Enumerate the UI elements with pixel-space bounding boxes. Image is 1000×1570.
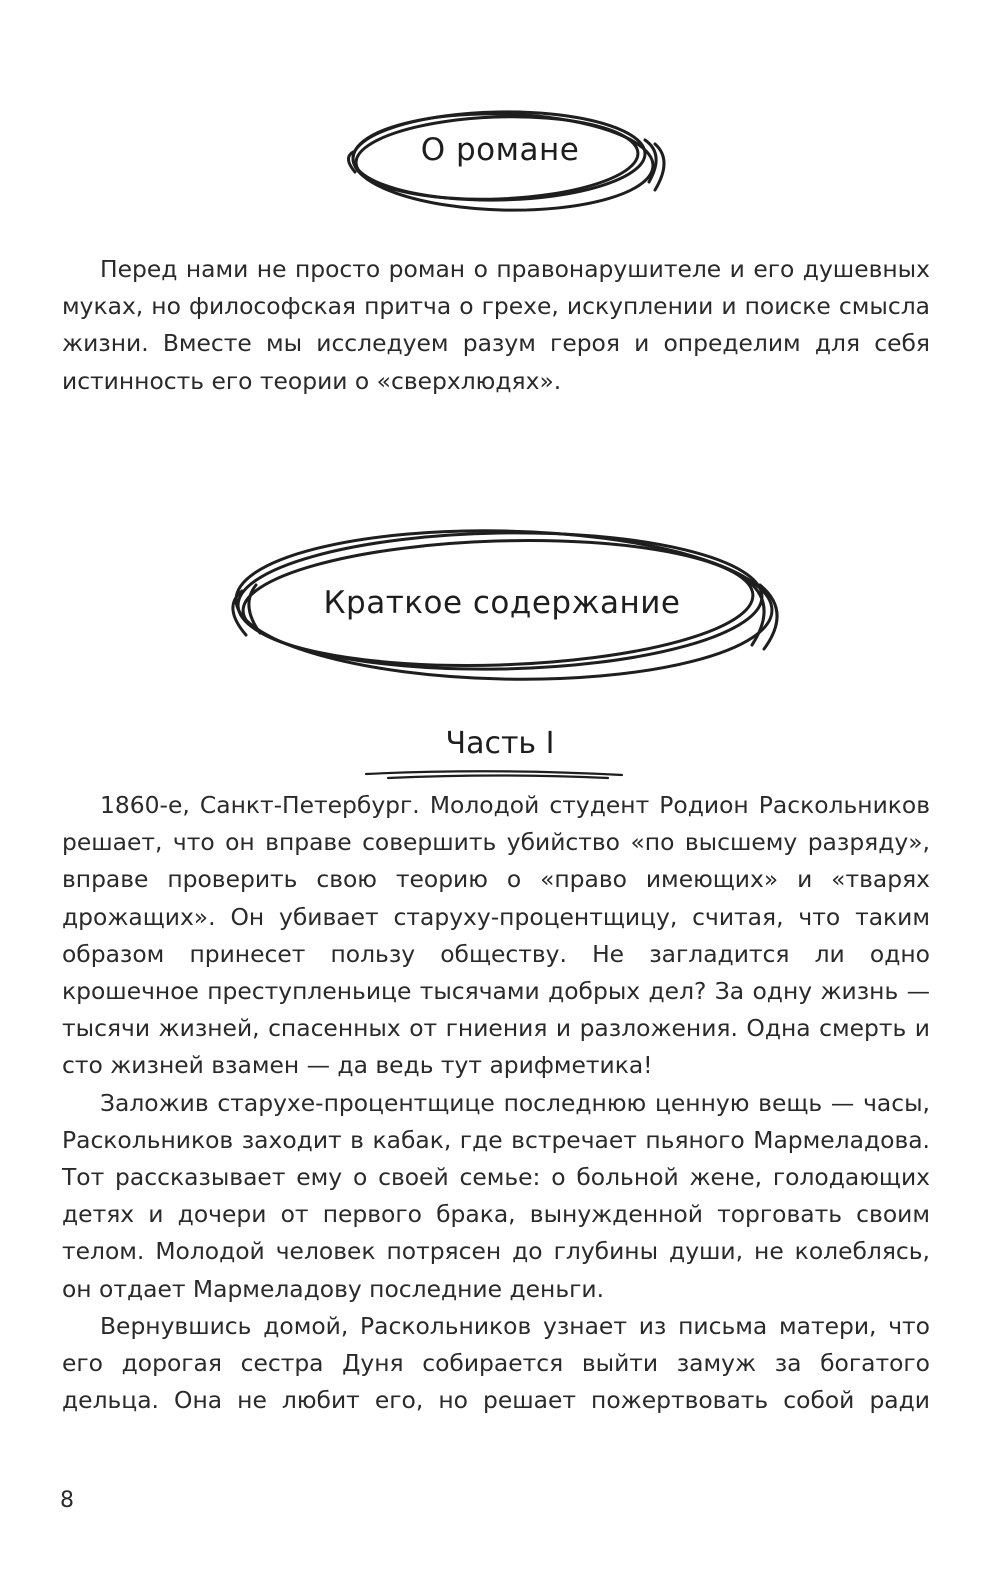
summary-section-badge — [212, 515, 792, 695]
underline-scribble-icon — [362, 762, 626, 784]
part-text — [62, 787, 930, 1419]
part-paragraph: Заложив старухе-процентщице последнюю ценную вещь — часы, Раскольников заходит в кабак, где встречает пьяного Мармеладова. Тот рассказывает ему о своей семье: о больной жене, голодающих детях и дочери от первого брака, вынужденной торговать своим телом. Молодой человек потрясен до глубины души, не колеблясь, он отдает Мармеладову последние деньги. — [62, 1088, 930, 1303]
page-number: 8 — [60, 1488, 74, 1513]
about-section-title: О романе — [420, 132, 580, 168]
about-section-badge — [325, 100, 675, 222]
about-text: Перед нами не просто роман о правонарушителе и его душевных муках, но философская притча о грехе, искуплении и поиске смысла жизни. Вместе мы исследуем разум героя и определим для себя истинность его теории о «сверхлюдях». — [62, 255, 930, 395]
about-paragraph — [62, 251, 930, 400]
part-heading: Часть I — [445, 726, 555, 761]
part-paragraph: Вернувшись домой, Раскольников узнает из письма матери, что его дорогая сестра Дуня собирается выйти замуж за богатого дельца. Она не любит его, но решает пожертвовать собой ради — [62, 1311, 930, 1415]
summary-section-title: Краткое содержание — [323, 585, 681, 621]
part-paragraph: 1860-е, Санкт-Петербург. Молодой студент Родион Раскольников решает, что он вправе совершить убийство «по высшему разряду», вправе проверить свою теорию о «право имеющих» и «тварях дрожащих». Он убивает старуху-процентщицу, считая, что таким образом принесет пользу обществу. Не загладится ли одно крошечное преступленьице тысячами добрых дел? За одну жизнь — тысячи жизней, спасенных от гниения и разложения. Одна смерть и сто жизней взамен — да ведь тут арифметика! — [62, 791, 930, 1080]
